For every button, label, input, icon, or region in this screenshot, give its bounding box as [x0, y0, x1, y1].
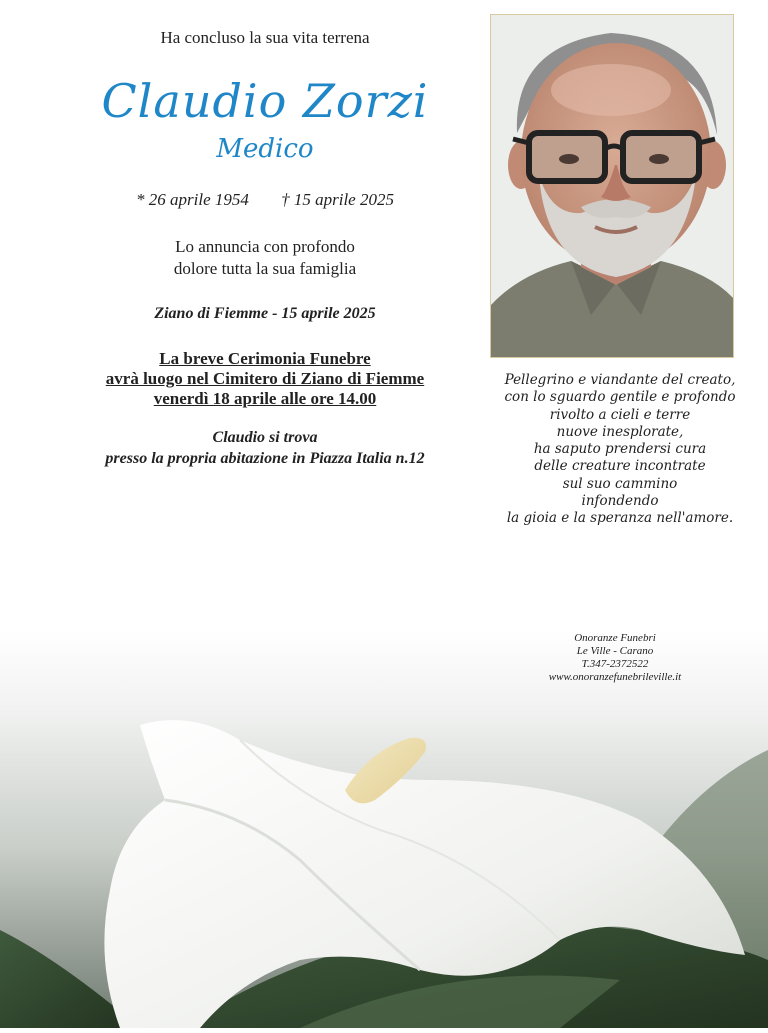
announcement	[60, 236, 470, 280]
death-date: † 15 aprile 2025	[281, 190, 394, 209]
calla-lily-illustration	[0, 630, 768, 1028]
ceremony-info	[60, 349, 470, 409]
agency-name: Onoranze Funebri	[574, 632, 656, 644]
birth-date: * 26 aprile 1954	[136, 190, 249, 209]
calla-lily-image	[0, 630, 768, 1028]
ceremony-line: avrà luogo nel Cimitero di Ziano di Fiemme	[105, 369, 425, 388]
portrait-photo	[490, 14, 734, 358]
poem-line: infondendo	[581, 493, 659, 510]
announcement-line: Lo annuncia con profondo	[175, 237, 355, 256]
ceremony-line: La breve Cerimonia Funebre	[159, 349, 371, 368]
poem-line: sul suo cammino	[562, 475, 678, 492]
location-line: presso la propria abitazione in Piazza Italia n.12	[105, 450, 425, 467]
poem-line: nuove inesplorate,	[556, 423, 684, 440]
intro-text: Ha concluso la sua vita terrena	[160, 28, 370, 47]
ceremony-line: venerdì 18 aprile alle ore 14.00	[153, 389, 377, 408]
poem-line: delle creature incontrate	[534, 458, 706, 475]
poem-line: con lo sguardo gentile e profondo	[504, 389, 736, 406]
agency-website: www.onoranzefunebrileville.it	[548, 671, 682, 683]
announcement-line: dolore tutta la sua famiglia	[173, 259, 357, 278]
poem-line: ha saputo prendersi cura	[533, 441, 707, 458]
place-date: Ziano di Fiemme - 15 aprile 2025	[154, 305, 376, 322]
agency-location: Le Ville - Carano	[576, 645, 654, 657]
location-line: Claudio si trova	[212, 429, 318, 446]
viewing-location	[60, 427, 470, 469]
dates	[60, 190, 470, 210]
portrait-illustration	[491, 15, 734, 358]
profession: Medico	[216, 134, 314, 164]
poem-line: rivolto a cieli e terre	[549, 406, 691, 423]
poem-line: Pellegrino e viandante del creato,	[504, 372, 736, 388]
deceased-name: Claudio Zorzi	[101, 74, 429, 128]
funeral-agency-info	[520, 632, 710, 684]
poem-line: la gioia e la speranza nell'amore.	[506, 510, 734, 527]
poem	[470, 372, 768, 528]
agency-phone: T.347-2372522	[581, 658, 649, 670]
